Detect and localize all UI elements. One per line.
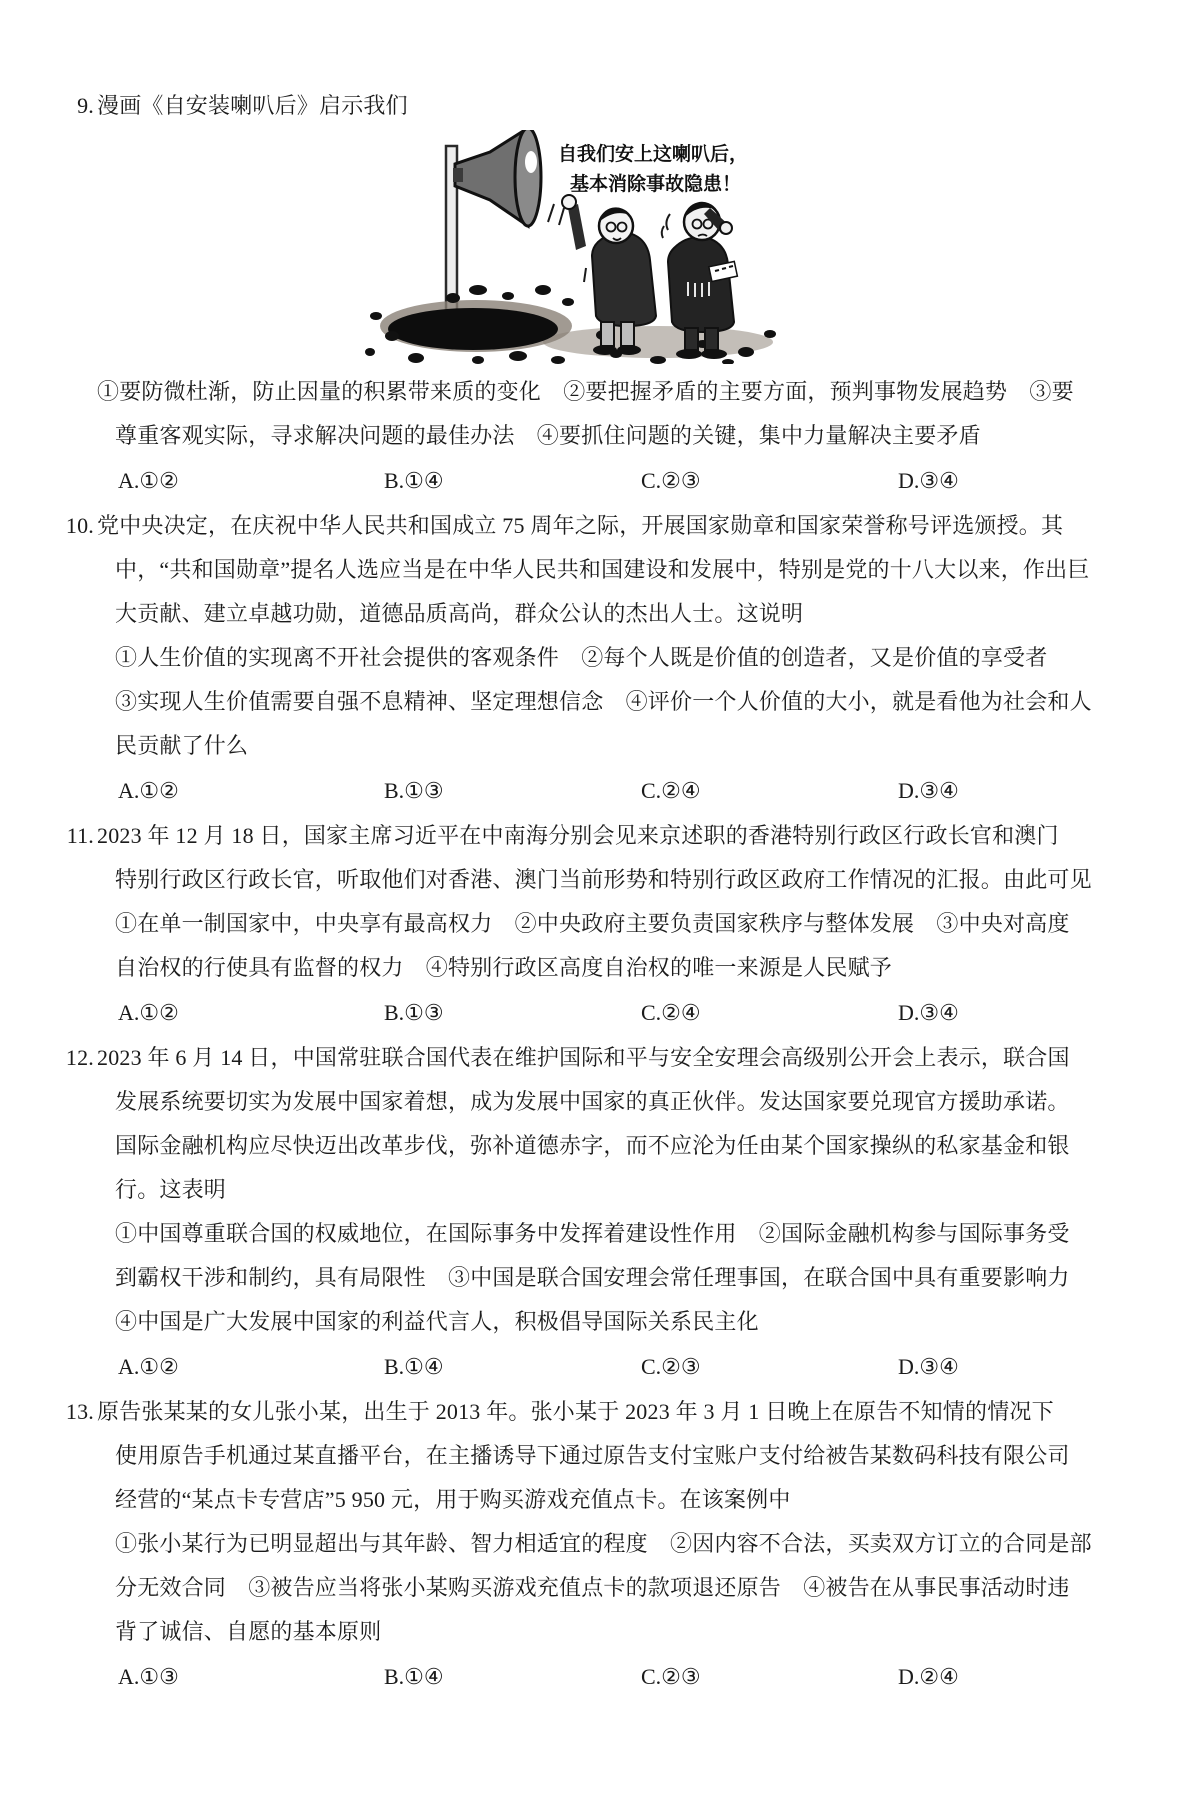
bubble-line-2: 基本消除事故隐患！ — [570, 174, 742, 195]
question-12 — [58, 1036, 1186, 1390]
choice-d: D.③④ — [898, 468, 959, 493]
question-line: 2023 年 6 月 14 日，中国常驻联合国代表在维护国际和平与安全安理会高级别公开会上表示，联合国 — [97, 1045, 1070, 1070]
question-line: 党中央决定，在庆祝中华人民共和国成立 75 周年之际，开展国家勋章和国家荣誉称号评选颁授。其 — [97, 513, 1064, 538]
loudspeaker-icon — [453, 130, 541, 226]
question-line: 使用原告手机通过某直播平台，在主播诱导下通过原告支付宝账户支付给被告某数码科技有限公司 — [115, 1443, 1070, 1468]
pit — [380, 300, 572, 352]
question-line: ①张小某行为已明显超出与其年龄、智力相适宜的程度 ②因内容不合法，买卖双方订立的合同是部 — [115, 1531, 1092, 1556]
question-line: 尊重客观实际，寻求解决问题的最佳办法 ④要抓住问题的关键，集中力量解决主要矛盾 — [115, 423, 981, 448]
choice-c: C.②③ — [641, 1664, 701, 1689]
question-line: 特别行政区行政长官，听取他们对香港、澳门当前形势和特别行政区政府工作情况的汇报。由此可见 — [115, 867, 1092, 892]
choice-d: D.③④ — [898, 1000, 959, 1025]
choice-b: B.①④ — [384, 1664, 444, 1689]
question-line: ①中国尊重联合国的权威地位，在国际事务中发挥着建设性作用 ②国际金融机构参与国际事务受 — [115, 1221, 1070, 1246]
choice-c: C.②③ — [641, 468, 701, 493]
question-line: 中，“共和国勋章”提名人选应当是在中华人民共和国建设和发展中，特别是党的十八大以来，作出巨 — [115, 557, 1090, 582]
question-number: 11. — [66, 823, 94, 848]
bubble-line-1: 自我们安上这喇叭后， — [558, 144, 749, 165]
question-line: ③实现人生价值需要自强不息精神、坚定理想信念 ④评价一个人价值的大小，就是看他为社会和人 — [115, 689, 1092, 714]
choice-c: C.②④ — [641, 1000, 701, 1025]
choice-d: D.②④ — [898, 1664, 959, 1689]
choice-b: B.①④ — [384, 468, 444, 493]
horn-highlight — [525, 151, 537, 173]
question-number: 13. — [65, 1399, 94, 1424]
question-line: 民贡献了什么 — [115, 733, 249, 758]
choices-row — [118, 458, 1186, 504]
question-13 — [58, 1390, 1186, 1700]
question-line: 分无效合同 ③被告应当将张小某购买游戏充值点卡的款项退还原告 ④被告在从事民事活动时违 — [115, 1575, 1070, 1600]
question-line: 大贡献、建立卓越功勋，道德品质高尚，群众公认的杰出人士。这说明 — [115, 601, 804, 626]
question-number: 10. — [65, 513, 94, 538]
choices-row — [118, 1344, 1186, 1390]
choices-row — [118, 990, 1186, 1036]
question-line: 2023 年 12 月 18 日，国家主席习近平在中南海分别会见来京述职的香港特别行政区行政长官和澳门 — [97, 823, 1059, 848]
question-stem: 漫画《自安装喇叭后》启示我们 — [97, 93, 408, 118]
question-line: 自治权的行使具有监督的权力 ④特别行政区高度自治权的唯一来源是人民赋予 — [115, 955, 893, 980]
question-10 — [58, 504, 1186, 814]
choice-c: C.②③ — [641, 1354, 701, 1379]
question-number: 12. — [65, 1045, 94, 1070]
choice-b: B.①④ — [384, 1354, 444, 1379]
question-line: ①在单一制国家中，中央享有最高权力 ②中央政府主要负责国家秩序与整体发展 ③中央对高度 — [115, 911, 1070, 936]
question-line: 到霸权干涉和制约，具有局限性 ③中国是联合国安理会常任理事国，在联合国中具有重要影响力 — [115, 1265, 1070, 1290]
question-9 — [58, 84, 1186, 504]
question-line: ①要防微杜渐，防止因量的积累带来质的变化 ②要把握矛盾的主要方面，预判事物发展趋势 ③要 — [97, 379, 1074, 404]
question-11 — [58, 814, 1186, 1036]
choice-d: D.③④ — [898, 778, 959, 803]
choice-a: A.①③ — [118, 1664, 179, 1689]
choice-a: A.①② — [118, 468, 179, 493]
choice-a: A.①② — [118, 1354, 179, 1379]
cartoon-illustration — [358, 130, 788, 364]
question-line: 经营的“某点卡专营店”5 950 元，用于购买游戏充值点卡。在该案例中 — [115, 1487, 791, 1512]
question-number: 9. — [77, 93, 94, 118]
cartoon-svg — [358, 130, 788, 364]
choice-c: C.②④ — [641, 778, 701, 803]
question-line: 原告张某某的女儿张小某，出生于 2013 年。张小某于 2023 年 3 月 1 日晚上在原告不知情的情况下 — [97, 1399, 1054, 1424]
puzzled-marks — [662, 214, 670, 238]
choices-row — [118, 1654, 1186, 1700]
speech-bubble-text — [558, 142, 748, 195]
choice-a: A.①② — [118, 778, 179, 803]
question-line: 行。这表明 — [115, 1177, 227, 1202]
choices-row — [118, 768, 1186, 814]
question-line: 国际金融机构应尽快迈出改革步伐，弥补道德赤字，而不应沦为任由某个国家操纵的私家基金和银 — [115, 1133, 1070, 1158]
horn-bracket — [453, 168, 463, 182]
choice-d: D.③④ — [898, 1354, 959, 1379]
choice-b: B.①③ — [384, 778, 444, 803]
question-line: 背了诚信、自愿的基本原则 — [115, 1619, 382, 1644]
question-line: ①人生价值的实现离不开社会提供的客观条件 ②每个人既是价值的创造者，又是价值的享受者 — [115, 645, 1048, 670]
choice-b: B.①③ — [384, 1000, 444, 1025]
choice-a: A.①② — [118, 1000, 179, 1025]
question-line: 发展系统要切实为发展中国家着想，成为发展中国家的真正伙伴。发达国家要兑现官方援助承诺。 — [115, 1089, 1070, 1114]
question-line: ④中国是广大发展中国家的利益代言人，积极倡导国际关系民主化 — [115, 1309, 759, 1334]
